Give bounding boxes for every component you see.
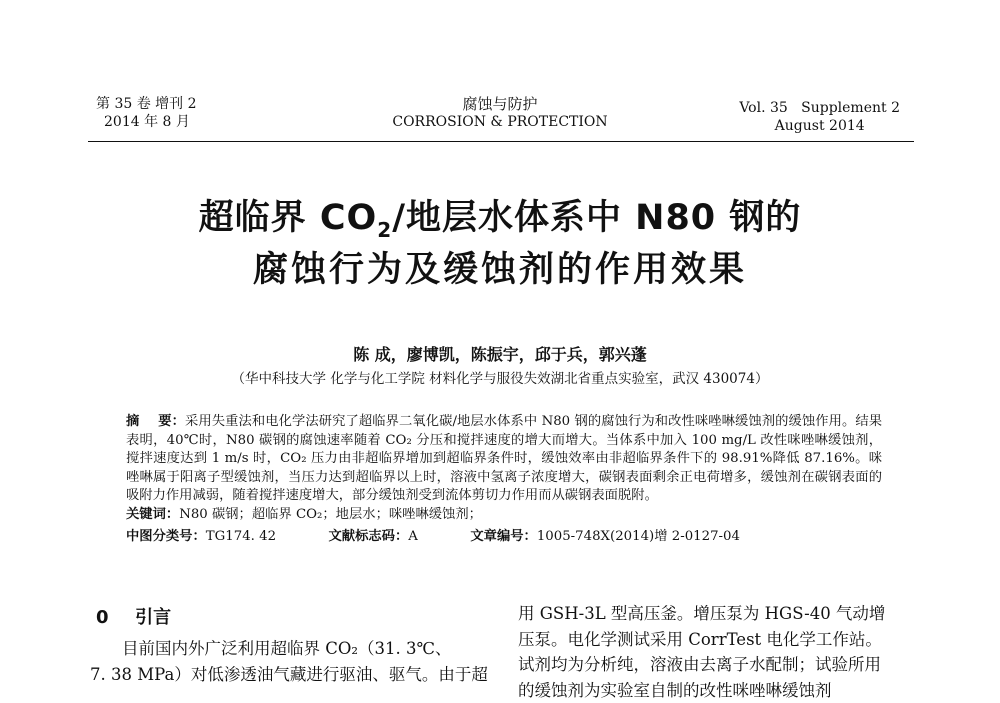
- left-column-line: 目前国内外广泛利用超临界 CO₂（31. 3℃、: [90, 636, 490, 662]
- doc-code-label: 文献标志码：: [329, 529, 409, 544]
- affiliation: （华中科技大学 化学与化工学院 材料化学与服役失效湖北省重点实验室，武汉 430074）: [0, 367, 1000, 387]
- abstract-label: 摘 要：: [126, 414, 185, 429]
- right-column: [518, 601, 918, 703]
- clc-label: 中图分类号：: [126, 529, 206, 544]
- classification-line: [126, 528, 882, 547]
- section-number: 0: [96, 607, 109, 628]
- paper-title-line2: 腐蚀行为及缓蚀剂的作用效果: [0, 242, 1000, 292]
- keywords-label: 关键词：: [126, 507, 179, 522]
- author-list: 陈 成，廖博凯，陈振宇，邱于兵，郭兴蓬: [0, 342, 1000, 365]
- issue-date-en: August 2014: [739, 117, 900, 135]
- right-column-line: 试剂均为分析纯，溶液由去离子水配制；试验所用: [518, 652, 918, 678]
- paper-title-line1: [0, 190, 1000, 242]
- abstract-text: 采用失重法和电化学法研究了超临界二氧化碳/地层水体系中 N80 钢的腐蚀行为和改性咪唑啉缓蚀剂的缓蚀作用。结果表明，40℃时，N80 碳钢的腐蚀速率随着 CO₂ 分压和搅拌速度的增大而增大。当体系中加入 100 mg/L 改性咪唑啉缓蚀剂，搅拌速度达到 1 m/s 时，CO₂ 压力由非超临界增加到超临界条件时，缓蚀效率由非超临界条件下的 98.91%降低 87.16%。咪唑啉属于阳离子型缓蚀剂，当压力达到超临界以上时，溶液中氢离子浓度增大，碳钢表面剩余正电荷增多，缓蚀剂在碳钢表面的吸附力作用减弱，随着搅拌速度增大，部分缓蚀剂受到流体剪切力作用而从碳钢表面脱附。: [126, 414, 882, 503]
- journal-volume-en: [739, 99, 900, 135]
- header-rule: [88, 141, 914, 142]
- issue-date: 2014 年 8 月: [96, 113, 197, 131]
- right-column-line: 用 GSH-3L 型高压釜。增压泵为 HGS-40 气动增: [518, 601, 918, 627]
- abstract-block: [126, 413, 882, 546]
- keywords: [126, 506, 882, 525]
- section-title: 引言: [135, 607, 171, 628]
- title-subscript: 2: [377, 218, 392, 242]
- article-number-label: 文章编号：: [470, 529, 536, 544]
- doc-code-value: A: [408, 529, 418, 544]
- title-part-b: /地层水体系中 N80 钢的: [392, 198, 801, 238]
- left-column-line: 7. 38 MPa）对低渗透油气藏进行驱油、驱气。由于超: [90, 662, 490, 688]
- right-column-line: 的缓蚀剂为实验室自制的改性咪唑啉缓蚀剂: [518, 678, 918, 703]
- clc-value: TG174. 42: [206, 529, 276, 544]
- volume-issue: 第 35 卷 增刊 2: [96, 95, 197, 113]
- left-column: [90, 636, 490, 687]
- journal-name: [340, 95, 660, 131]
- article-number-value: 1005-748X(2014)增 2-0127-04: [537, 529, 740, 544]
- journal-name-en: CORROSION & PROTECTION: [340, 113, 660, 131]
- journal-name-cn: 腐蚀与防护: [340, 95, 660, 113]
- volume-supplement-en: Vol. 35 Supplement 2: [739, 99, 900, 117]
- title-part-a: 超临界 CO: [199, 198, 378, 238]
- journal-volume-info: [96, 95, 197, 131]
- right-column-line: 压泵。电化学测试采用 CorrTest 电化学工作站。: [518, 627, 918, 653]
- abstract: [126, 413, 882, 506]
- keywords-text: N80 碳钢；超临界 CO₂；地层水；咪唑啉缓蚀剂；: [179, 507, 482, 522]
- section-heading: [96, 603, 171, 629]
